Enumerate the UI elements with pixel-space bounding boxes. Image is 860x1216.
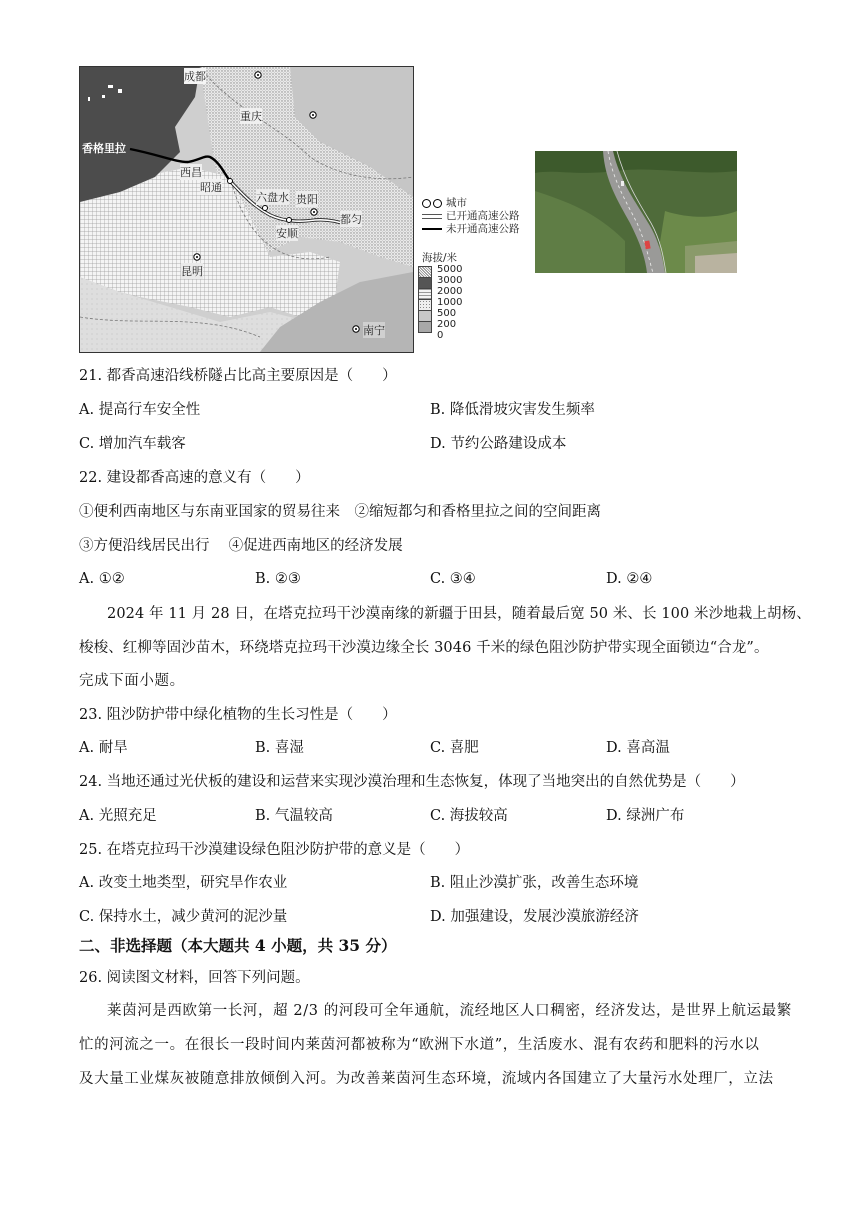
q23-option-c[interactable]: C. 喜肥 <box>430 740 479 756</box>
opened-highway-icon <box>422 214 442 219</box>
map-city-label: 西昌 <box>180 166 202 179</box>
unopened-highway-icon <box>422 228 442 230</box>
map-city-label: 成都 <box>184 70 206 83</box>
question-26-stem: 26. 阅读图文材料，回答下列问题。 <box>79 970 310 986</box>
city-icon <box>422 199 431 208</box>
q25-option-c[interactable]: C. 保持水土，减少黄河的泥沙量 <box>79 909 288 925</box>
map-city-label: 昆明 <box>181 265 203 278</box>
q21-option-d[interactable]: D. 节约公路建设成本 <box>430 436 567 452</box>
map-city-label: 重庆 <box>240 110 262 123</box>
q22-option-d[interactable]: D. ②④ <box>606 571 653 587</box>
q24-option-b[interactable]: B. 气温较高 <box>255 808 333 824</box>
section-2-heading: 二、非选择题（本大题共 4 小题，共 35 分） <box>79 936 397 955</box>
q24-option-d[interactable]: D. 绿洲广布 <box>606 808 685 824</box>
q23-option-b[interactable]: B. 喜湿 <box>255 740 304 756</box>
city-icon <box>433 199 442 208</box>
q22-statement-2: ③方便沿线居民出行 ④促进西南地区的经济发展 <box>79 538 403 554</box>
q22-option-a[interactable]: A. ①② <box>79 571 125 587</box>
q21-option-a[interactable]: A. 提高行车安全性 <box>79 402 201 418</box>
question-24-stem: 24. 当地还通过光伏板的建设和运营来实现沙漠治理和生态恢复，体现了当地突出的自然优势是（ ） <box>79 774 745 790</box>
highway-photo-graphic <box>535 151 737 273</box>
q24-option-a[interactable]: A. 光照充足 <box>79 808 157 824</box>
q22-option-b[interactable]: B. ②③ <box>255 571 301 587</box>
question-23-stem: 23. 阻沙防护带中绿化植物的生长习性是（ ） <box>79 707 397 723</box>
elevation-labels: 5000 3000 2000 1000 500 200 0 <box>437 264 463 341</box>
question-21-stem: 21. 都香高速沿线桥隧占比高主要原因是（ ） <box>79 368 397 384</box>
topographic-map <box>79 66 414 353</box>
map-city-label: 安顺 <box>276 227 298 240</box>
legend-opened: 已开通高速公路 <box>422 208 520 223</box>
map-city-label: 南宁 <box>363 324 385 337</box>
q22-option-c[interactable]: C. ③④ <box>430 571 476 587</box>
passage-line: 完成下面小题。 <box>79 673 185 689</box>
q22-statement-1: ①便利西南地区与东南亚国家的贸易往来 ②缩短都匀和香格里拉之间的空间距离 <box>79 504 601 520</box>
q25-option-d[interactable]: D. 加强建设，发展沙漠旅游经济 <box>430 909 639 925</box>
elevation-swatches <box>418 266 432 333</box>
legend-city: 城市 <box>422 195 467 210</box>
q26-material-line: 莱茵河是西欧第一长河，超 2/3 的河段可全年通航，流经地区人口稠密，经济发达，是世界上航运最繁 <box>107 1003 792 1019</box>
q21-option-b[interactable]: B. 降低滑坡灾害发生频率 <box>430 402 595 418</box>
question-22-stem: 22. 建设都香高速的意义有（ ） <box>79 470 310 486</box>
highway-photo <box>535 151 737 273</box>
legend-elevation-title: 海拔/米 <box>422 252 458 264</box>
q25-option-a[interactable]: A. 改变土地类型，研究旱作农业 <box>79 875 288 891</box>
q21-option-c[interactable]: C. 增加汽车载客 <box>79 436 186 452</box>
map-city-label: 昭通 <box>200 181 222 194</box>
passage-line: 2024 年 11 月 28 日，在塔克拉玛干沙漠南缘的新疆于田县，随着最后宽 50 米、长 100 米沙地栽上胡杨、 <box>107 606 811 622</box>
q23-option-a[interactable]: A. 耐旱 <box>79 740 128 756</box>
q23-option-d[interactable]: D. 喜高温 <box>606 740 670 756</box>
q24-option-c[interactable]: C. 海拔较高 <box>430 808 508 824</box>
elev-swatch <box>418 289 432 300</box>
elev-swatch <box>418 300 432 311</box>
legend-unopened: 未开通高速公路 <box>422 221 520 236</box>
elev-swatch <box>418 278 432 289</box>
q25-option-b[interactable]: B. 阻止沙漠扩张，改善生态环境 <box>430 875 639 891</box>
elev-swatch <box>418 266 432 278</box>
map-city-label: 香格里拉 <box>82 142 126 155</box>
q26-material-line: 及大量工业煤灰被随意排放倾倒入河。为改善莱茵河生态环境，流域内各国建立了大量污水处理厂，立法 <box>79 1071 774 1087</box>
map-city-label: 贵阳 <box>296 193 318 206</box>
q26-material-line: 忙的河流之一。在很长一段时间内莱茵河都被称为“欧洲下水道”，生活废水、混有农药和肥料的污水以 <box>79 1037 760 1053</box>
elev-swatch <box>418 311 432 322</box>
passage-line: 梭梭、红柳等固沙苗木，环绕塔克拉玛干沙漠边缘全长 3046 千米的绿色阻沙防护带实现全面锁边“合龙”。 <box>79 640 769 656</box>
map-city-label: 六盘水 <box>256 191 289 204</box>
elev-swatch <box>418 322 432 333</box>
question-25-stem: 25. 在塔克拉玛干沙漠建设绿色阻沙防护带的意义是（ ） <box>79 842 470 858</box>
map-city-label: 都匀 <box>340 213 362 226</box>
